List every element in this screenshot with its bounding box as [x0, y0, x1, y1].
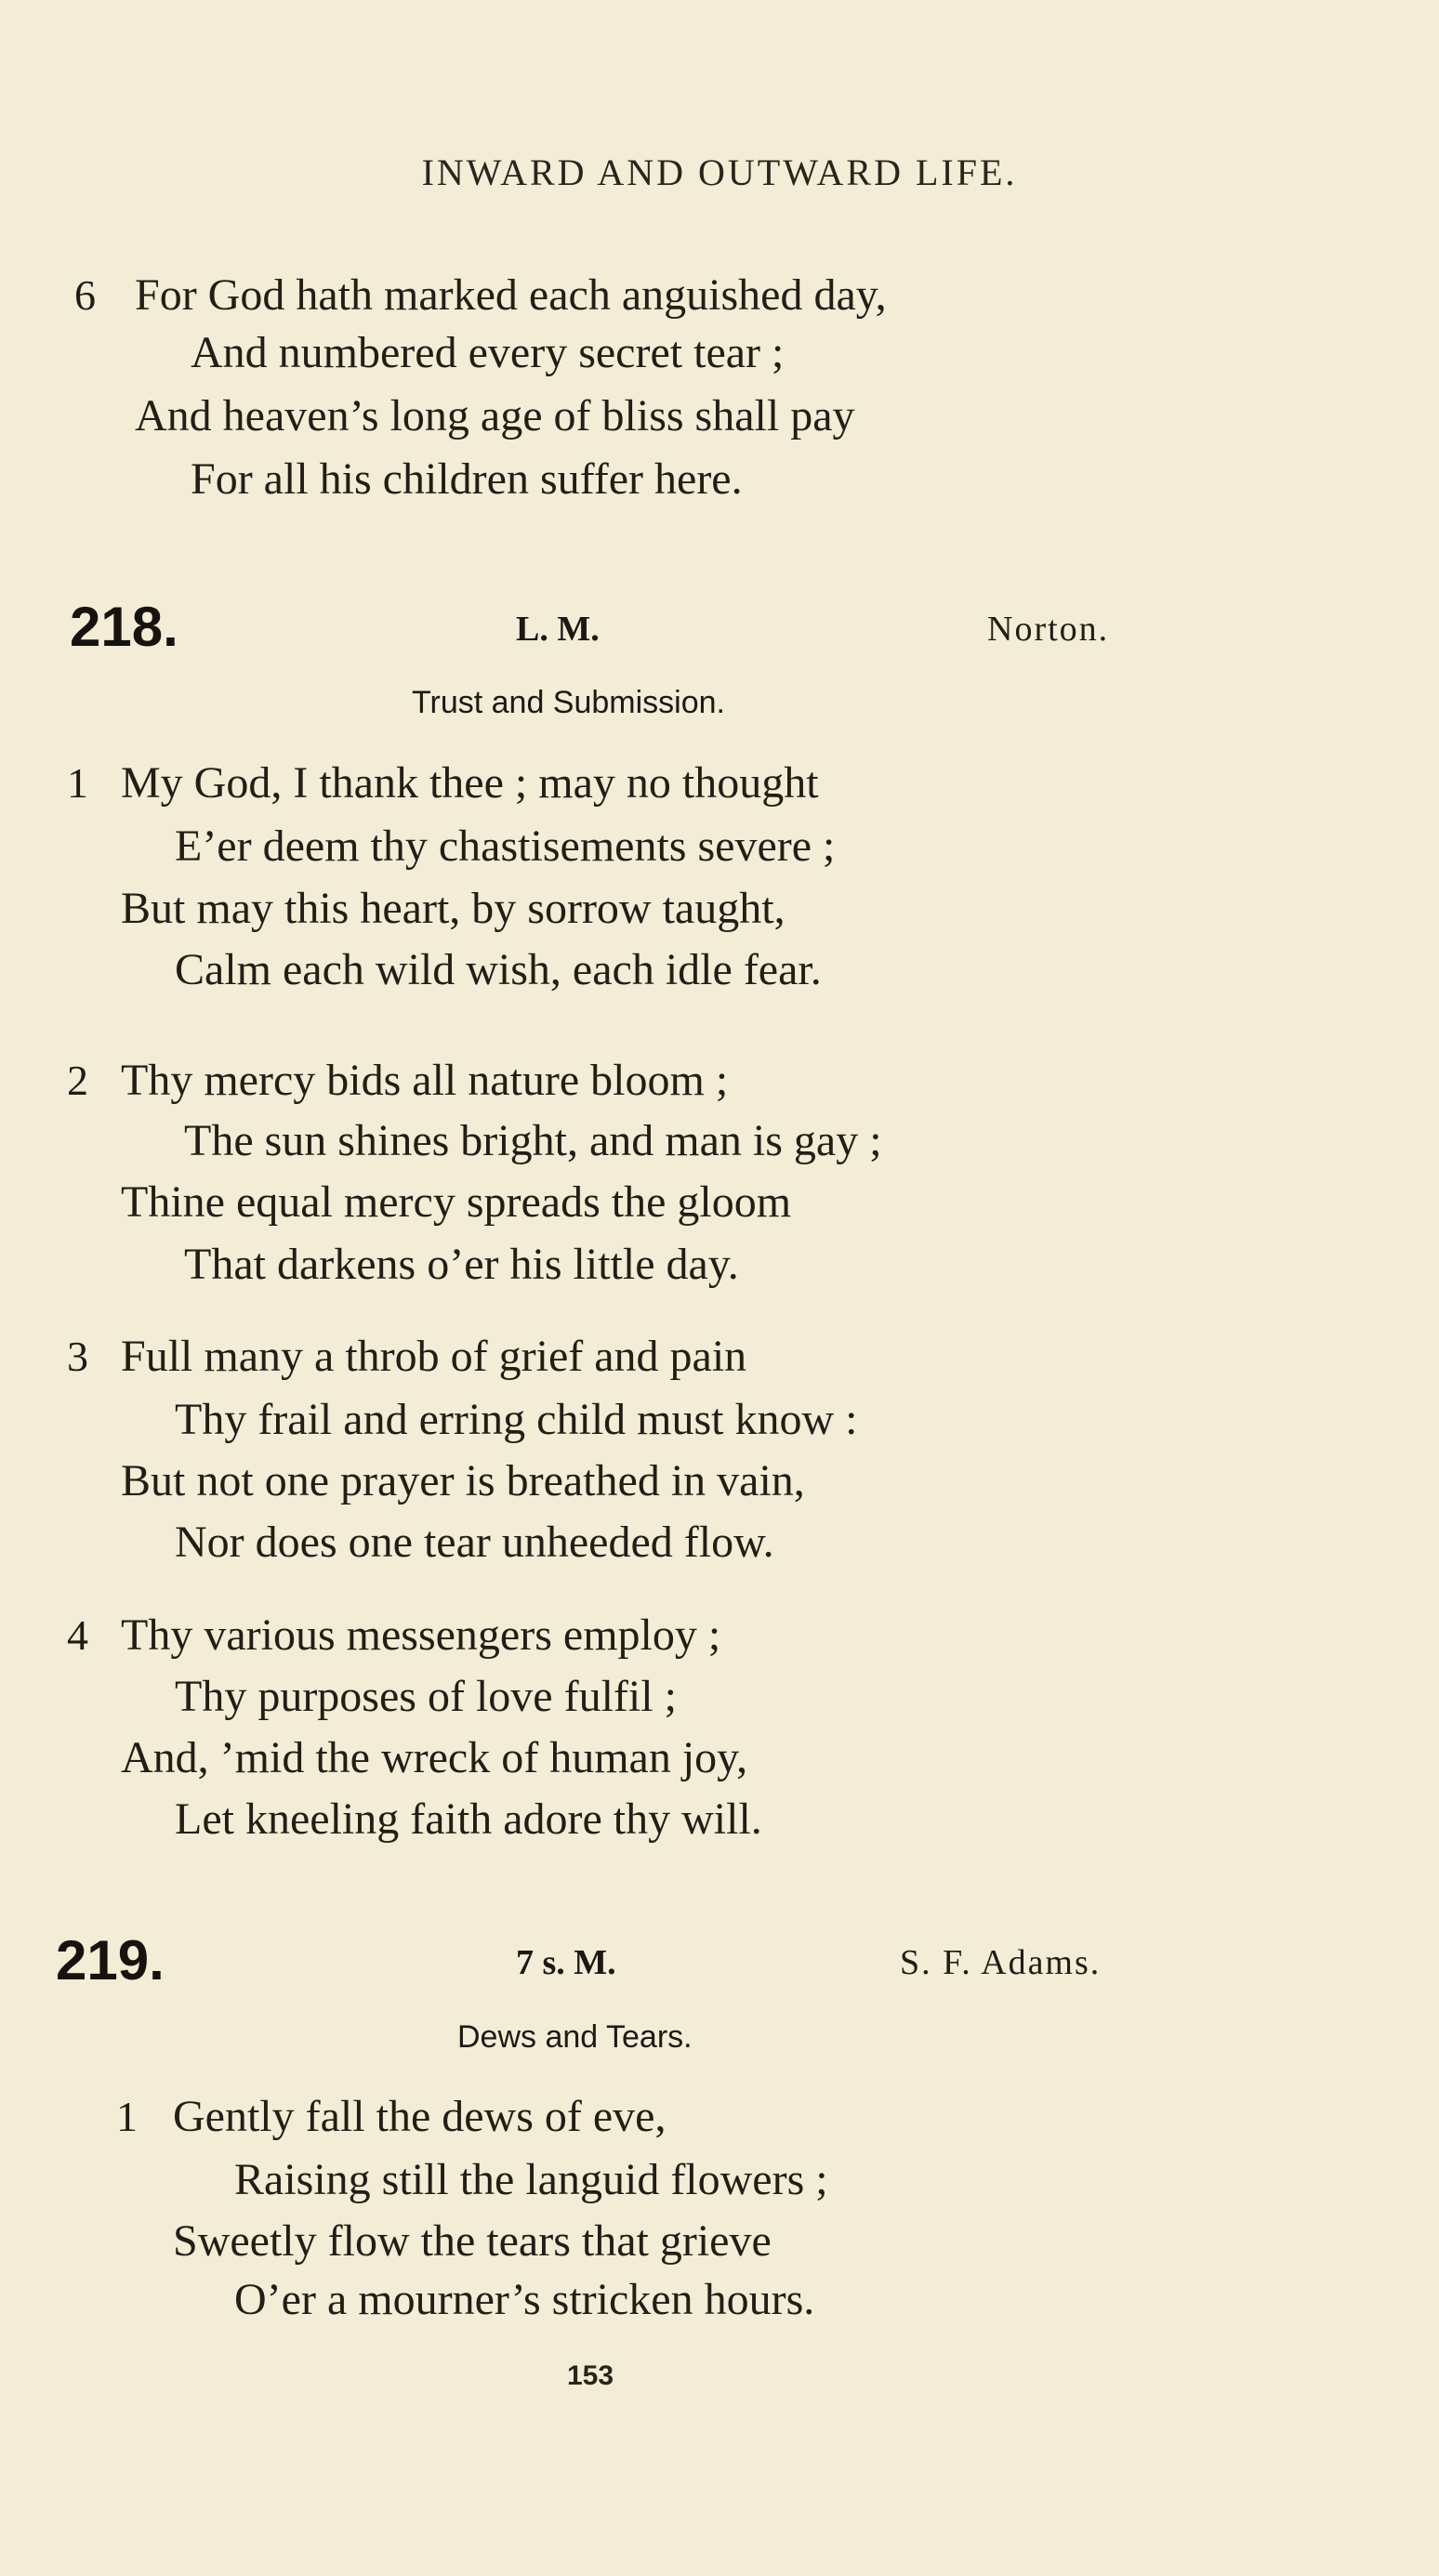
stanza-number: 2 [67, 1057, 88, 1104]
hymn-title: Trust and Submission. [412, 685, 725, 720]
verse-line: O’er a mourner’s stricken hours. [234, 2275, 815, 2324]
page-number: 153 [566, 2360, 614, 2391]
hymn-number: 218. [70, 596, 178, 658]
verse-line: But may this heart, by sorrow taught, [121, 884, 786, 933]
verse-line: That darkens o’er his little day. [184, 1240, 739, 1289]
verse-line: Calm each wild wish, each idle fear. [175, 945, 822, 994]
verse-line: And, ’mid the wreck of human joy, [121, 1733, 748, 1782]
verse-line: Let kneeling faith adore thy will. [175, 1794, 762, 1844]
hymn-number: 219. [56, 1929, 165, 1991]
stanza-number: 6 [74, 271, 96, 319]
verse-line: Thy purposes of love fulfil ; [175, 1672, 677, 1721]
hymn-author: Norton. [987, 610, 1110, 649]
hymn-meter: 7 s. M. [516, 1943, 616, 1982]
verse-line: For all his children suffer here. [191, 454, 743, 504]
verse-line: Full many a throb of grief and pain [121, 1332, 747, 1381]
hymn-author: S. F. Adams. [900, 1943, 1102, 1982]
hymn-title: Dews and Tears. [457, 2019, 693, 2055]
verse-line: Sweetly flow the tears that grieve [173, 2216, 772, 2266]
verse-line: Thy frail and erring child must know : [175, 1395, 858, 1444]
verse-line: For God hath marked each anguished day, [135, 270, 887, 320]
verse-line: Gently fall the dews of eve, [173, 2092, 667, 2141]
verse-line: And heaven’s long age of bliss shall pay [135, 391, 855, 440]
verse-line: My God, I thank thee ; may no thought [121, 758, 819, 808]
stanza-number: 1 [116, 2093, 138, 2140]
hymn-meter: L. M. [516, 610, 600, 649]
verse-line: Raising still the languid flowers ; [234, 2155, 828, 2204]
verse-line: Thy various messengers employ ; [121, 1610, 721, 1660]
verse-line: The sun shines bright, and man is gay ; [184, 1116, 882, 1165]
verse-line: E’er deem thy chastisements severe ; [175, 821, 836, 871]
verse-line: But not one prayer is breathed in vain, [121, 1456, 805, 1505]
stanza-number: 3 [67, 1333, 88, 1380]
stanza-number: 1 [67, 759, 88, 807]
stanza-number: 4 [67, 1611, 88, 1659]
running-head: INWARD AND OUTWARD LIFE. [421, 151, 1018, 193]
verse-line: And numbered every secret tear ; [191, 328, 785, 377]
verse-line: Nor does one tear unheeded flow. [175, 1518, 774, 1567]
verse-line: Thy mercy bids all nature bloom ; [121, 1056, 729, 1105]
verse-line: Thine equal mercy spreads the gloom [121, 1177, 792, 1227]
